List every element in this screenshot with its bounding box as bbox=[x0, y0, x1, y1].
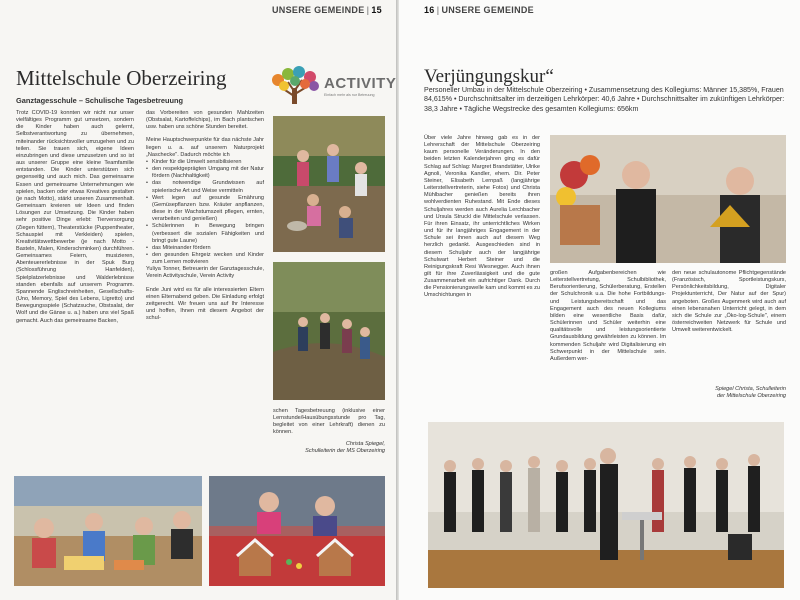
left-column-1 bbox=[16, 110, 134, 325]
right-running-header: 16 | UNSERE GEMEINDE bbox=[424, 5, 534, 15]
left-signature bbox=[273, 441, 385, 455]
photo-gingerbread-houses bbox=[209, 476, 385, 586]
list-item: • Schülerinnen in Bewegung bringen (verbessert die sozialen Fähigkeiten und bringt gute Laune) bbox=[146, 223, 264, 244]
left-article-title: Mittelschule Oberzeiring bbox=[16, 66, 227, 90]
photo-children-outdoors bbox=[273, 116, 385, 252]
logo-wordmark: ACTIVITY bbox=[324, 75, 396, 92]
photo-staff-group bbox=[428, 422, 784, 588]
photo-retirement-farewell bbox=[550, 135, 786, 263]
list-item: • das Miteinander fördern bbox=[146, 245, 264, 252]
goals-list bbox=[146, 159, 264, 266]
left-col2-credit: Yuliya Tonner, Betreuerin der Ganztagesschule, Verein Activityschule, Verein Activity bbox=[146, 266, 264, 280]
list-item: • Wert legen auf gesunde Ernährung (Gemüsepflanzen bzw. Kräuter anpflanzen, diese in der Wachstumszeit pflegen, ernten, verarbeiten und genießen) bbox=[146, 195, 264, 224]
tree-icon bbox=[268, 66, 322, 106]
left-page bbox=[0, 0, 396, 600]
right-col1-text: Über viele Jahre hinweg gab es in der Lehrerschaft der Mittelschule Oberzeiring kaum personelle Veränderungen. In den beiden letzten Kalenderjahren ging es dafür Schlag auf Schlag: Margret Brandstätter, Ulrike Agnoli, Veronika Kandler, ehem. Dir. Peter Steiner, Elisabeth Lernpaß (langjährige Leiterstellvertreterin, siehe Fotos) und Christa Mühlbacher genießen bereits ihren wohlverdienten Ruhestand. Mit Ende dieses Schuljahres werden auch Aurelia Lerchbacher und Ursula Struckl die Mittelschule verlassen. Für ihren Einsatz, ihr unterrichtliches Wirken und für ihr langjähriges Engagement in der Schule sei ihnen auch auf diesem Weg herzlich gedankt. Ausgeschieden sind in diesem Schuljahr auch der langjährige Schulwart Herbert Steiner und die Reinigungskraft Resi Wiesnegger. Auch ihnen gilt für ihre Zuverlässigkeit und die gute Zusammenarbeit ein aufrichtiger Dank. Durch die Pensionierungswelle kam und kommt es zu Umschichtungen in bbox=[424, 135, 540, 299]
left-article-subtitle: Ganztagesschule – Schulische Tagesbetreuung bbox=[16, 96, 184, 105]
photo-children-hiking bbox=[273, 262, 385, 400]
left-column-2 bbox=[146, 110, 264, 322]
photo-children-crafting bbox=[14, 476, 202, 586]
right-page-number: 16 bbox=[424, 5, 435, 15]
left-signature-name: Christa Spiegel, bbox=[345, 440, 385, 447]
right-signature bbox=[672, 386, 786, 400]
list-item: • das notwendige Grundwissen auf spielerische Art und Weise vermitteln bbox=[146, 180, 264, 194]
right-col3-text: den neue schulautonome Pflichtgegenstände (Französisch, Sportleistungskurs, Persönlichkeitsbildung, Digitaler Projektunterricht, Der Natur auf der Spur) angeboten. Großes Augenmerk wird auch auf einen lebensnahen Unterricht gelegt, in dem sich die Schule zur „Öko-log-Schule", einem österreichweiten Netzwerk für Schule und Umwelt weiterentwickelt. bbox=[672, 270, 786, 334]
left-col2-intro: das Vorbereiten von gesunden Mahlzeiten (Obstsalat, Kartoffelchips), im Bach plantschen usw. haben uns schöne Stunden bereitet. bbox=[146, 110, 264, 131]
left-col2-outro: Ende Juni wird es für alle interessierten Eltern einen Elternabend geben. Die Einladung erfolgt zeitgerecht. Wir freuen uns auf Ihr Interesse und hoffen, Ihnen mit diesem Angebot der schul- bbox=[146, 286, 264, 322]
right-column-3 bbox=[672, 270, 786, 334]
left-col3-text: schen Tagesbetreuung (inklusive einer Lernstunde/Hausübungsstunde pro Tag, begleitet von einer Lehrkraft) dienen zu können. bbox=[273, 408, 385, 436]
right-article-title: Verjüngungskur“ bbox=[424, 66, 554, 87]
left-running-header: UNSERE GEMEINDE | 15 bbox=[272, 5, 382, 15]
right-signature-line1: Spiegel Christa, Schulleiterin bbox=[715, 386, 786, 392]
logo-tagline: Einfach mehr als nur Betreuung bbox=[324, 93, 375, 97]
right-column-2 bbox=[550, 270, 666, 363]
right-col2-text: großen Aufgabenbereichen wie Leiterstellvertretung, Schulbibliothek, Berufsorientierung, Schülerberatung, Erstellen der Schulchronik u.a. Die hohe Fortbildungs- und Leistungsbereitschaft und das Engagement auch des neuen Kollegiums bilden eine wesentliche Basis dafür, Schülerinnen und Schüler weiterhin eine qualitätsvolle und leistungsorientierte Grundausbildung gewährleisten zu können. Im kommenden Schuljahr wird Digitalisierung ein Schwerpunkt in der Mittelschule sein. Außerdem wer- bbox=[550, 270, 666, 362]
list-item: • den gesunden Ehrgeiz wecken und Kinder zum Lernen motivieren bbox=[146, 252, 264, 266]
left-signature-role: Schulleiterin der MS Oberzeiring bbox=[305, 447, 385, 454]
left-header-section: UNSERE GEMEINDE bbox=[272, 5, 365, 15]
right-header-section: UNSERE GEMEINDE bbox=[441, 5, 534, 15]
left-column-3 bbox=[273, 408, 385, 455]
left-page-number: 15 bbox=[371, 5, 382, 15]
right-column-1 bbox=[424, 135, 540, 300]
activity-logo bbox=[268, 66, 396, 106]
right-article-lead: Personeller Umbau in der Mittelschule Oberzeiring • Zusammensetzung des Kollegiums: Männer 15,385%, Frauen 84,615% • Durchschnittsalter im derzeitigen Lehrkörper: 40,6 Jahre • Durchschnittsalter im zukünftigen Lehrkörper: 38,3 Jahre • Tägliche Wegstrecke des gesamten Kollegiums: 656km bbox=[424, 86, 785, 113]
list-item: • den respektgeprägten Umgang mit der Natur fördern (Nachhaltigkeit) bbox=[146, 166, 264, 180]
left-col1-text: Trotz COVID-19 konnten wir nicht nur unser vielfältiges Programm gut umsetzen, sondern die Kinder haben auch gelernt, Selbstverantwortung zu übernehmen, miteinander rücksichtsvoller umzugehen und zu teilen. Sie trauen sich, eigene Ideen einzubringen und diese umzusetzen und so ist aus unserer Gruppe eine kleine Teamfamilie entstanden. Die Kinder unterstützen sich gegenseitig und auch mich. Das gemeinsame Essen und gemeinsame Unternehmungen wie spielen, backen oder etwas Kreatives gestalten (je nach Motto), stärkt unseren Zusammenhalt. Gemeinsam kreieren wir Ideen und finden Lösungen zur Umsetzung. Die Kinder haben sehr positive Dinge erlebt: Tierversorgung (Ziegen füttern), Theaterstücke (Puppentheater, Schauspiel mit Verkleiden) spielen, Kreativitätswettbewerbe (je nach Motto -Basteln, Malen, Kinderschminken) durchführen. Gemeinsames Feiern, musizieren, Abenteuererlebnisse in der Spuk Burg (Schlossführung Hanfelden), Spielplatzerlebnisse und Walderlebnisse standen ebenfalls auf unserem Programm. Spannende Englischreinheiten, Gesellschafts- (Uno, Memory, Spiel des Lebens, Ligretto) und Bewegungsspiele (Schatzsuche, Obstsalat, der Wolf und die Gänse u. a.) haben uns viel Spaß gemacht. Auch das gemeinsame Backen, bbox=[16, 110, 134, 324]
left-col2-goals-intro: Meine Hauptschwerpunkte für das nächste Jahr liegen u. a. auf unserem Naturprojekt „Naschecke". Dadurch möchte ich bbox=[146, 137, 264, 158]
list-item: • Kinder für die Umwelt sensibilisieren bbox=[146, 159, 264, 166]
right-signature-line2: der Mittelschule Oberzeiring bbox=[716, 393, 786, 400]
